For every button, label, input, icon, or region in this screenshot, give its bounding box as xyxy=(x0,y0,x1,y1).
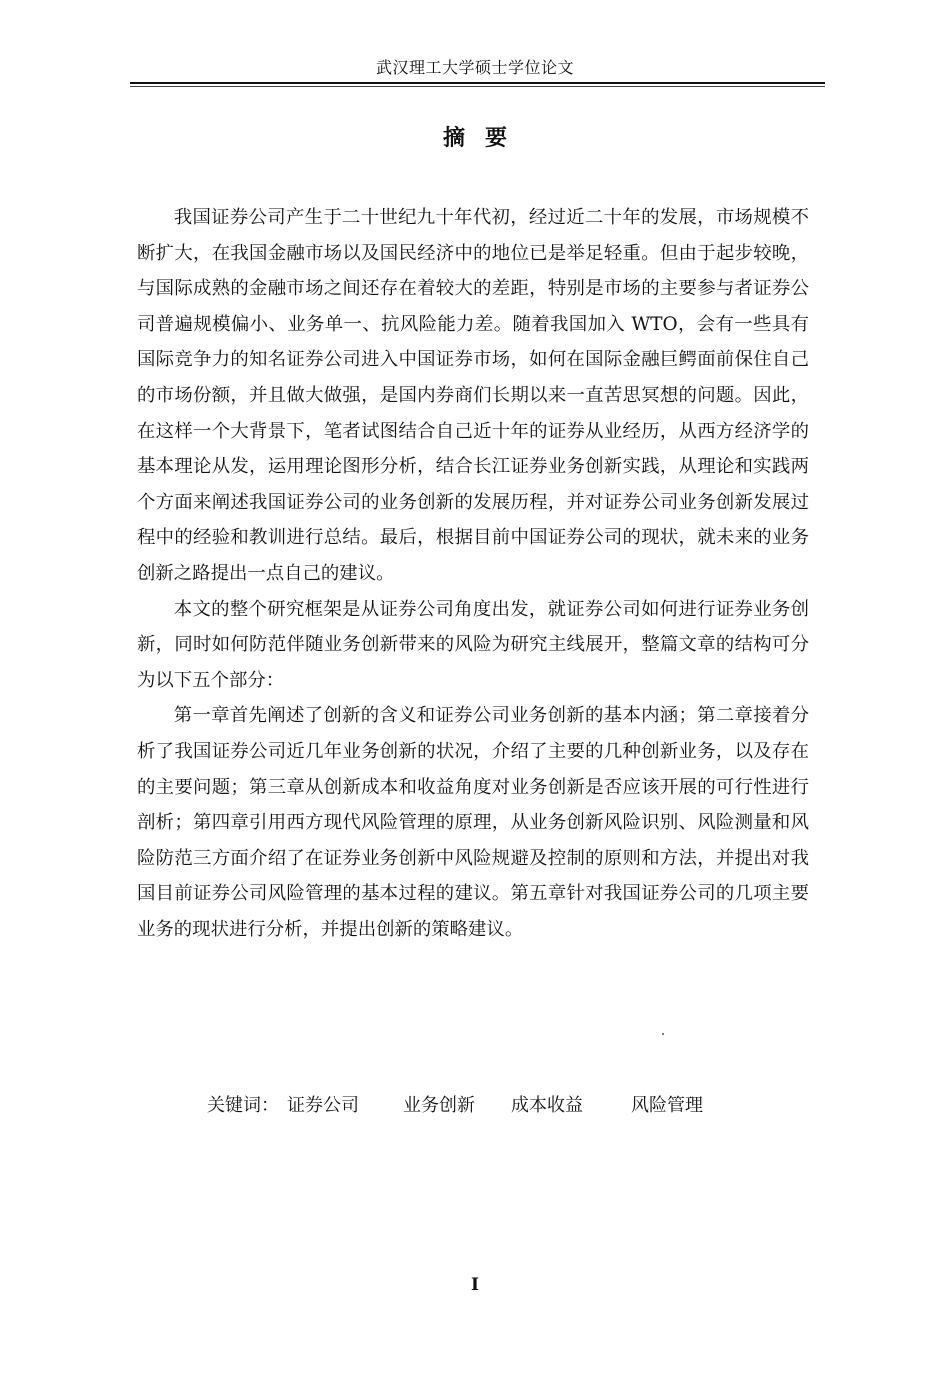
running-header: 武汉理工大学硕士学位论文 xyxy=(375,58,574,77)
page-number: I xyxy=(471,1275,479,1295)
abstract-title: 摘要 xyxy=(442,125,527,151)
keywords-label: 关键词： xyxy=(207,1095,279,1116)
keyword-item: 风险管理 xyxy=(631,1095,703,1116)
scan-speck xyxy=(662,1033,664,1035)
keyword-item: 成本收益 xyxy=(511,1095,583,1116)
header-rule-secondary xyxy=(130,86,825,87)
keyword-item: 业务创新 xyxy=(403,1095,475,1116)
header-rule xyxy=(130,82,825,84)
abstract-body xyxy=(137,200,809,947)
keywords-line xyxy=(207,1093,703,1119)
abstract-paragraph-1: 我国证券公司产生于二十世纪九十年代初，经过近二十年的发展，市场规模不断扩大，在我国金融市场以及国民经济中的地位已是举足轻重。但由于起步较晚，与国际成熟的金融市场之间还存在着较大的差距，特别是市场的主要参与者证券公司普遍规模偏小、业务单一、抗风险能力差。随着我国加入 WTO，会有一些具有国际竞争力的知名证券公司进入中国证券市场，如何在国际金融巨鳄面前保住自己的市场份额，并且做大做强，是国内券商们长期以来一直苦思冥想的问题。因此，在这样一个大背景下，笔者试图结合自己近十年的证券从业经历，从西方经济学的基本理论从发，运用理论图形分析，结合长江证券业务创新实践，从理论和实践两个方面来阐述我国证券公司的业务创新的发展历程，并对证券公司业务创新发展过程中的经验和教训进行总结。最后，根据目前中国证券公司的现状，就未来的业务创新之路提出一点自己的建议。 xyxy=(137,207,809,584)
abstract-paragraph-2: 本文的整个研究框架是从证券公司角度出发，就证券公司如何进行证券业务创新，同时如何防范伴随业务创新带来的风险为研究主线展开，整篇文章的结构可分为以下五个部分： xyxy=(137,598,809,691)
keyword-item: 证券公司 xyxy=(287,1095,359,1116)
abstract-paragraph-3: 第一章首先阐述了创新的含义和证券公司业务创新的基本内涵；第二章接着分析了我国证券公司近几年业务创新的状况，介绍了主要的几种创新业务，以及存在的主要问题；第三章从创新成本和收益角度对业务创新是否应该开展的可行性进行剖析；第四章引用西方现代风险管理的原理，从业务创新风险识别、风险测量和风险防范三方面介绍了在证券业务创新中风险规避及控制的原则和方法，并提出对我国目前证券公司风险管理的基本过程的建议。第五章针对我国证券公司的几项主要业务的现状进行分析，并提出创新的策略建议。 xyxy=(137,705,809,940)
